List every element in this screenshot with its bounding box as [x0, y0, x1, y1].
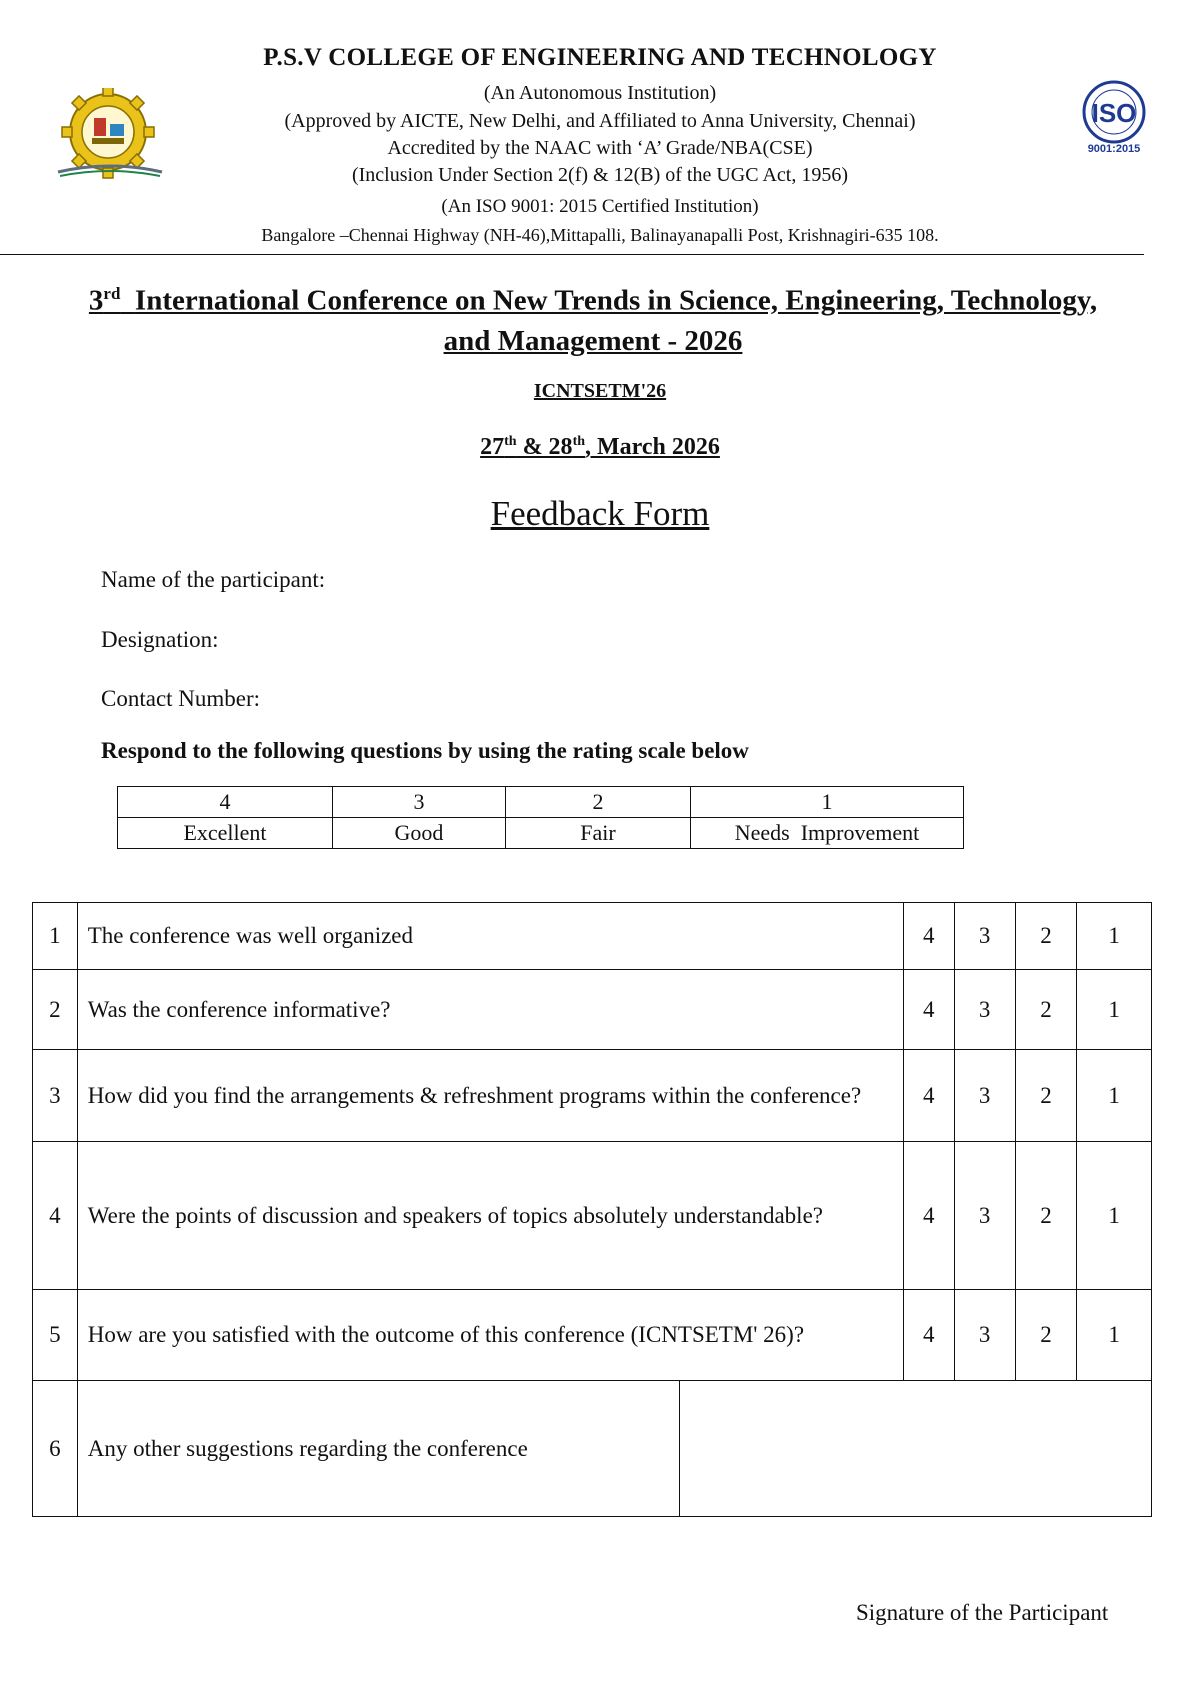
- question-text: How are you satisfied with the outcome of this conference (ICNTSETM' 26)?: [77, 1290, 903, 1381]
- rating-option[interactable]: 3: [954, 1290, 1015, 1381]
- question-number: 1: [33, 903, 78, 970]
- table-row: [33, 1142, 1152, 1290]
- rating-scale-table: [117, 786, 964, 849]
- table-row: [33, 970, 1152, 1050]
- rating-option[interactable]: 1: [1077, 970, 1152, 1050]
- question-text: Was the conference informative?: [77, 970, 903, 1050]
- college-name: P.S.V COLLEGE OF ENGINEERING AND TECHNOLOGY: [263, 44, 937, 71]
- participant-signature-label: Signature of the Participant: [856, 1600, 1109, 1625]
- scale-value: 4: [118, 787, 333, 818]
- rating-option[interactable]: 4: [903, 903, 954, 970]
- header-line-address: Bangalore –Chennai Highway (NH-46),Mittapalli, Balinayanapalli Post, Krishnagiri-635 108.: [261, 225, 939, 245]
- svg-text:9001:2015: 9001:2015: [1087, 143, 1141, 155]
- header-line-ugc: (Inclusion Under Section 2(f) & 12(B) of the UGC Act, 1956): [351, 164, 848, 186]
- scale-label: Needs Improvement: [691, 818, 964, 849]
- rating-option[interactable]: 4: [903, 1050, 954, 1142]
- question-number: 5: [33, 1290, 78, 1381]
- question-text: How did you find the arrangements & refreshment programs within the conference?: [77, 1050, 903, 1142]
- designation-label: Designation:: [101, 627, 219, 652]
- scale-value: 1: [691, 787, 964, 818]
- question-number: 6: [33, 1381, 78, 1517]
- header-divider: [0, 254, 1144, 255]
- header-line-autonomous: (An Autonomous Institution): [483, 82, 717, 104]
- suggestions-field[interactable]: [679, 1381, 1151, 1517]
- rating-option[interactable]: 4: [903, 1142, 954, 1290]
- rating-option[interactable]: 2: [1015, 1142, 1077, 1290]
- rating-option[interactable]: 3: [954, 970, 1015, 1050]
- header-line-approval: (Approved by AICTE, New Delhi, and Affiliated to Anna University, Chennai): [284, 110, 916, 132]
- rating-option[interactable]: 1: [1077, 903, 1152, 970]
- header-line-iso: (An ISO 9001: 2015 Certified Institution): [441, 196, 759, 217]
- scale-value: 2: [506, 787, 691, 818]
- scale-value: 3: [333, 787, 506, 818]
- conference-title: 3rd International Conference on New Trends in Science, Engineering, Technology, and Management - 2026: [88, 284, 1098, 357]
- question-number: 4: [33, 1142, 78, 1290]
- table-row: [33, 903, 1152, 970]
- rating-option[interactable]: 1: [1077, 1290, 1152, 1381]
- rating-option[interactable]: 4: [903, 1290, 954, 1381]
- participant-name-label: Name of the participant:: [101, 567, 326, 592]
- question-text: Any other suggestions regarding the conference: [77, 1381, 679, 1517]
- rating-option[interactable]: 2: [1015, 1290, 1077, 1381]
- rating-option[interactable]: 3: [954, 1050, 1015, 1142]
- rating-option[interactable]: 4: [903, 970, 954, 1050]
- question-text: The conference was well organized: [77, 903, 903, 970]
- table-row: [33, 1290, 1152, 1381]
- table-row: [33, 1381, 1152, 1517]
- questions-table: [32, 902, 1152, 1517]
- rating-option[interactable]: 2: [1015, 970, 1077, 1050]
- question-number: 2: [33, 970, 78, 1050]
- svg-text:ISO: ISO: [1091, 98, 1137, 128]
- question-text: Were the points of discussion and speakers of topics absolutely understandable?: [77, 1142, 903, 1290]
- rating-instruction: Respond to the following questions by using the rating scale below: [101, 738, 749, 763]
- rating-option[interactable]: 2: [1015, 1050, 1077, 1142]
- rating-option[interactable]: 3: [954, 903, 1015, 970]
- scale-label: Good: [333, 818, 506, 849]
- rating-option[interactable]: 3: [954, 1142, 1015, 1290]
- conference-short-name: ICNTSETM'26: [533, 380, 667, 402]
- scale-label: Excellent: [118, 818, 333, 849]
- contact-number-label: Contact Number:: [101, 686, 261, 711]
- scale-label: Fair: [506, 818, 691, 849]
- table-row: [33, 1050, 1152, 1142]
- question-number: 3: [33, 1050, 78, 1142]
- conference-dates: 27th & 28th, March 2026: [480, 434, 720, 460]
- header-line-accreditation: Accredited by the NAAC with ‘A’ Grade/NBA(CSE): [387, 137, 813, 159]
- rating-option[interactable]: 2: [1015, 903, 1077, 970]
- rating-option[interactable]: 1: [1077, 1050, 1152, 1142]
- rating-option[interactable]: 1: [1077, 1142, 1152, 1290]
- form-title: Feedback Form: [490, 494, 710, 533]
